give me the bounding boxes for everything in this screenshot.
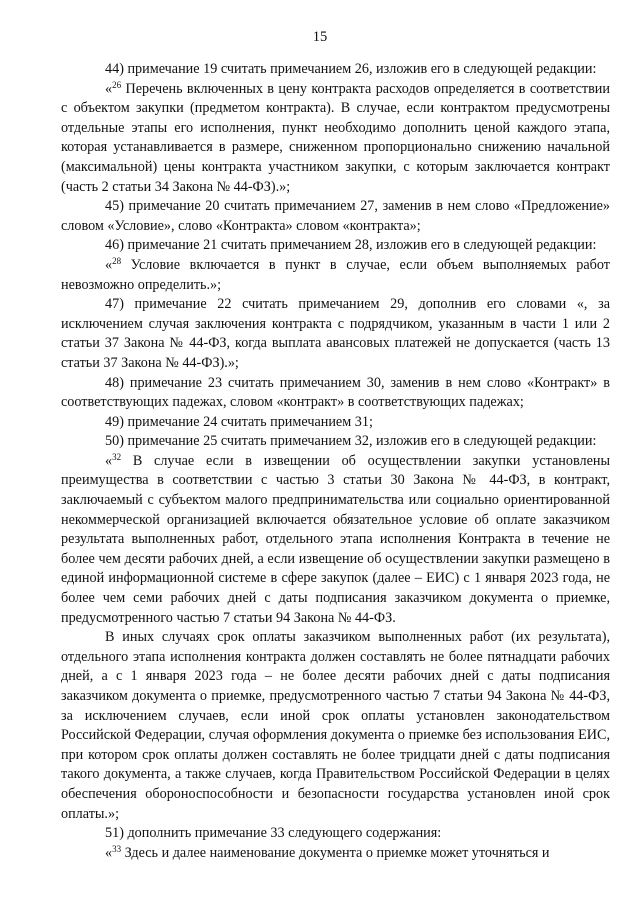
footnote-mark: 32 [112,451,122,462]
opening-quote: « [105,256,113,273]
paragraph [61,844,610,864]
paragraph-text: 44) примечание 19 считать примечанием 26, изложив его в следующей редакции: [105,61,597,77]
page-number: 15 [312,29,328,45]
paragraph [61,374,610,413]
opening-quote: « [105,452,113,469]
paragraph [61,413,610,433]
paragraph-text: 49) примечание 24 считать примечанием 31; [105,413,373,430]
paragraph [61,452,610,628]
opening-quote: « [105,80,113,97]
paragraph-text: 45) примечание 20 считать примечанием 27, заменив в нем слово «Предложение» словом «Условие», слово «Контракта» словом «контракта»; [61,198,610,234]
footnote-mark: 26 [112,79,122,90]
paragraph-text: 51) дополнить примечание 33 следующего содержания: [105,825,442,842]
paragraph [61,432,610,452]
document-body [61,60,610,863]
footnote-mark: 28 [112,255,122,266]
paragraph-text: В иных случаях срок оплаты заказчиком выполненных работ (их результата), отдельного этапа исполнения контракта должен составлять не более пятнадцати рабочих дней, а с 1 января 2023 года – не более десяти рабочих дней с даты подписания заказчиком документа о приемке, предусмотренного частью 7 статьи 94 Закона № 44-ФЗ, за исключением случаев, если иной срок оплаты установлен законодательством Российской Федерации, случая оформления документа о приемке без использования ЕИС, при котором срок оплаты должен составлять не более тридцати дней с даты подписания такого документа, а также случаев, когда Правительством Российской Федерации в целях обеспечения обороноспособности и безопасности государства установлен иной срок оплаты.»; [61,629,610,822]
paragraph [61,60,610,80]
paragraph [61,80,610,198]
paragraph-text: В случае если в извещении об осуществлении закупки установлены преимущества в соответствии с частью 3 статьи 30 Закона № 44-ФЗ, в контракт, заключаемый с субъектом малого предпринимательства или социально ориентированной некоммерческой организацией включается обязательное условие об оплате заказчиком результата выполненных работ, отдельного этапа исполнения Контракта в течение не более чем десяти рабочих дней, а если извещение об осуществлении закупки размещено в единой информационной системе в сфере закупок (далее – ЕИС) с 1 января 2023 года, не более чем семи рабочих дней с даты подписания заказчиком документа о приемке, предусмотренного частью 7 статьи 94 Закона № 44-ФЗ. [61,452,610,626]
paragraph-text: 50) примечание 25 считать примечанием 32, изложив его в следующей редакции: [105,433,597,450]
paragraph-text: 46) примечание 21 считать примечанием 28, изложив его в следующей редакции: [105,237,597,254]
opening-quote: « [105,844,113,861]
paragraph [61,256,610,295]
paragraph-text: 47) примечание 22 считать примечанием 29, дополнив его словами «, за исключением случая заключения контракта с подрядчиком, указанным в части 1 или 2 статьи 37 Закона № 44-ФЗ, когда выплата авансовых платежей не допускается (часть 13 статьи 37 Закона № 44-ФЗ).»; [61,296,610,371]
paragraph [61,295,610,373]
footnote-mark: 33 [112,843,122,854]
paragraph-text: Условие включается в пункт в случае, если объем выполняемых работ невозможно определить.»; [61,256,610,293]
paragraph-text: Здесь и далее наименование документа о приемке может уточняться и [121,844,550,861]
paragraph [61,628,610,824]
paragraph [61,197,610,236]
paragraph-text: 48) примечание 23 считать примечанием 30, заменив в нем слово «Контракт» в соответствующих падежах, словом «контракт» в соответствующих падежах; [61,374,610,411]
paragraph [61,824,610,844]
paragraph-text: Перечень включенных в цену контракта расходов определяется в соответствии с объектом закупки (предметом контракта). В случае, если контрактом предусмотрены отдельные этапы его исполнения, пункт необходимо дополнить ценой каждого этапа, которая устанавливается в размере, сниженном пропорционально снижению начальной (максимальной) цены контракта участником закупки, с которым заключается контракт (часть 2 статьи 34 Закона № 44-ФЗ).»; [61,80,610,195]
paragraph [61,236,610,256]
